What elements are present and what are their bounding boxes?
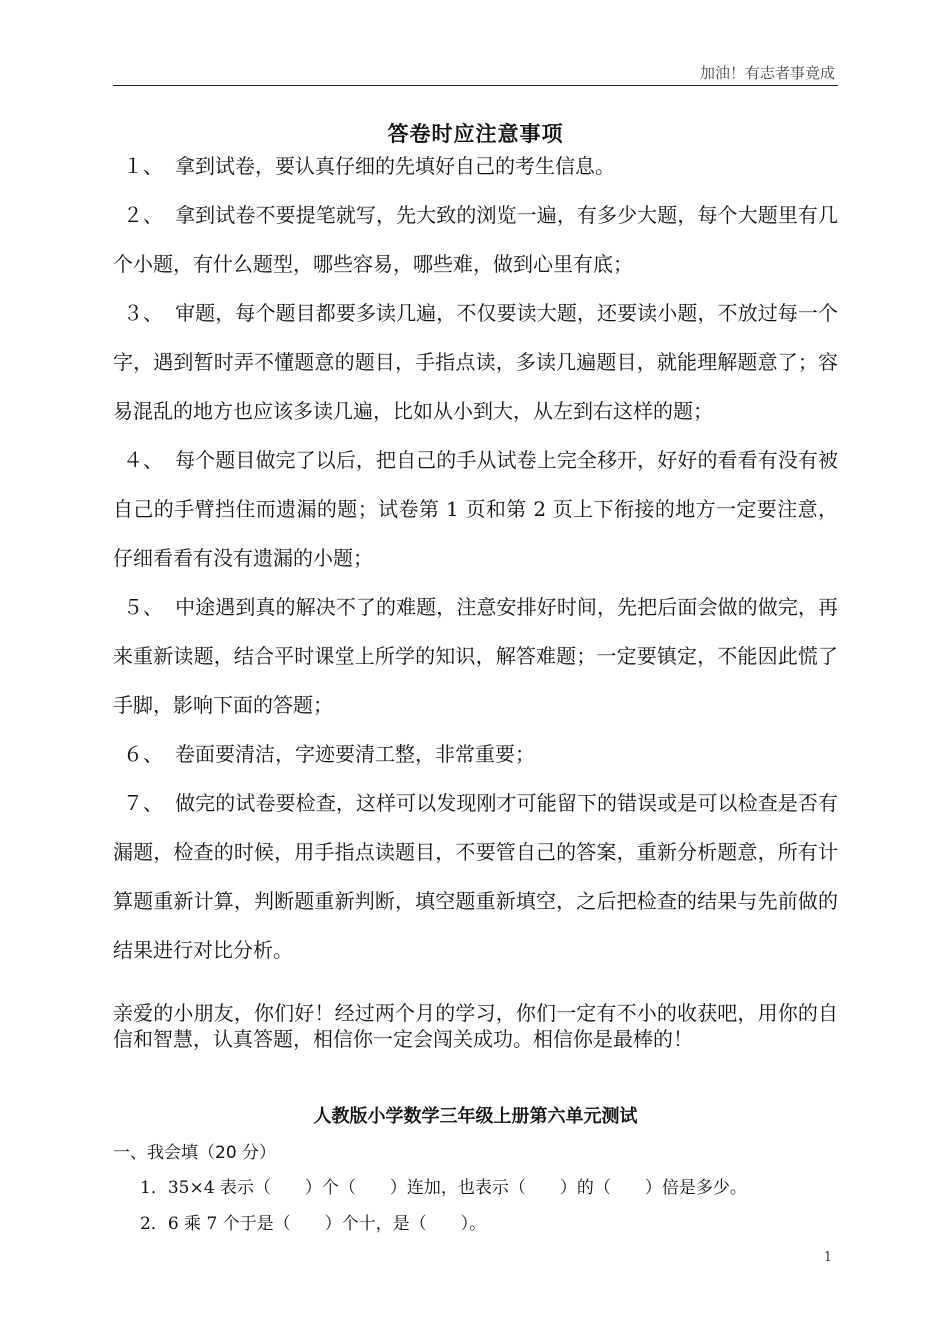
section-heading-fill-in: 一、我会填（20 分） xyxy=(113,1143,277,1163)
notice-item-6 xyxy=(113,730,838,779)
notice-item-7 xyxy=(113,779,838,975)
notice-item-text: 审题，每个题目都要多读几遍，不仅要读大题，还要读小题，不放过每一个字，遇到暂时弄不懂题意的题目，手指点读，多读几遍题目，就能理解题意了；容易混乱的地方也应该多读几遍，比如从小到大，从左到右这样的题； xyxy=(113,301,838,423)
notice-item-3 xyxy=(113,289,838,436)
page-number: 1 xyxy=(823,1250,832,1265)
header-rule xyxy=(113,85,838,86)
notice-item-number: １、 xyxy=(123,154,163,178)
notice-title: 答卷时应注意事项 xyxy=(387,122,564,146)
question-2: 2．6 乘 7 个于是（ ）个十，是（ ）。 xyxy=(140,1214,487,1234)
header-motto: 加油！有志者事竟成 xyxy=(699,64,835,82)
notice-item-4 xyxy=(113,436,838,583)
notice-item-5 xyxy=(113,583,838,730)
question-1: 1．35×4 表示（ ）个（ ）连加，也表示（ ）的（ ）倍是多少。 xyxy=(140,1178,747,1198)
notice-item-text: 拿到试卷不要提笔就写，先大致的浏览一遍，有多少大题，每个大题里有几个小题，有什么题型，哪些容易，哪些难，做到心里有底； xyxy=(113,203,838,276)
greeting-paragraph: 亲爱的小朋友，你们好！经过两个月的学习，你们一定有不小的收获吧，用你的自信和智慧，认真答题，相信你一定会闯关成功。相信你是最棒的！ xyxy=(113,1001,838,1051)
notice-item-number: ７、 xyxy=(123,791,163,815)
notice-item-text: 中途遇到真的解决不了的难题，注意安排好时间，先把后面会做的做完，再来重新读题，结合平时课堂上所学的知识，解答难题；一定要镇定，不能因此慌了手脚，影响下面的答题； xyxy=(113,595,838,717)
notice-item-number: ３、 xyxy=(123,301,163,325)
notice-item-text: 拿到试卷，要认真仔细的先填好自己的考生信息。 xyxy=(175,154,615,178)
notice-list xyxy=(113,142,838,975)
notice-item-number: ２、 xyxy=(123,203,163,227)
notice-item-number: ６、 xyxy=(123,742,163,766)
notice-item-text: 做完的试卷要检查，这样可以发现刚才可能留下的错误或是可以检查是否有漏题，检查的时候，用手指点读题目，不要管自己的答案，重新分析题意，所有计算题重新计算，判断题重新判断，填空题重新填空，之后把检查的结果与先前做的结果进行对比分析。 xyxy=(113,791,838,962)
notice-item-text: 卷面要清洁，字迹要清工整，非常重要； xyxy=(175,742,535,766)
notice-item-number: ５、 xyxy=(123,595,163,619)
notice-item-text: 每个题目做完了以后，把自己的手从试卷上完全移开，好好的看看有没有被自己的手臂挡住而遗漏的题；试卷第 1 页和第 2 页上下衔接的地方一定要注意，仔细看看有没有遗漏的小题； xyxy=(113,448,838,570)
notice-item-1 xyxy=(113,142,838,191)
notice-item-number: ４、 xyxy=(123,448,163,472)
notice-item-2 xyxy=(113,191,838,289)
exam-title: 人教版小学数学三年级上册第六单元测试 xyxy=(313,1106,638,1127)
